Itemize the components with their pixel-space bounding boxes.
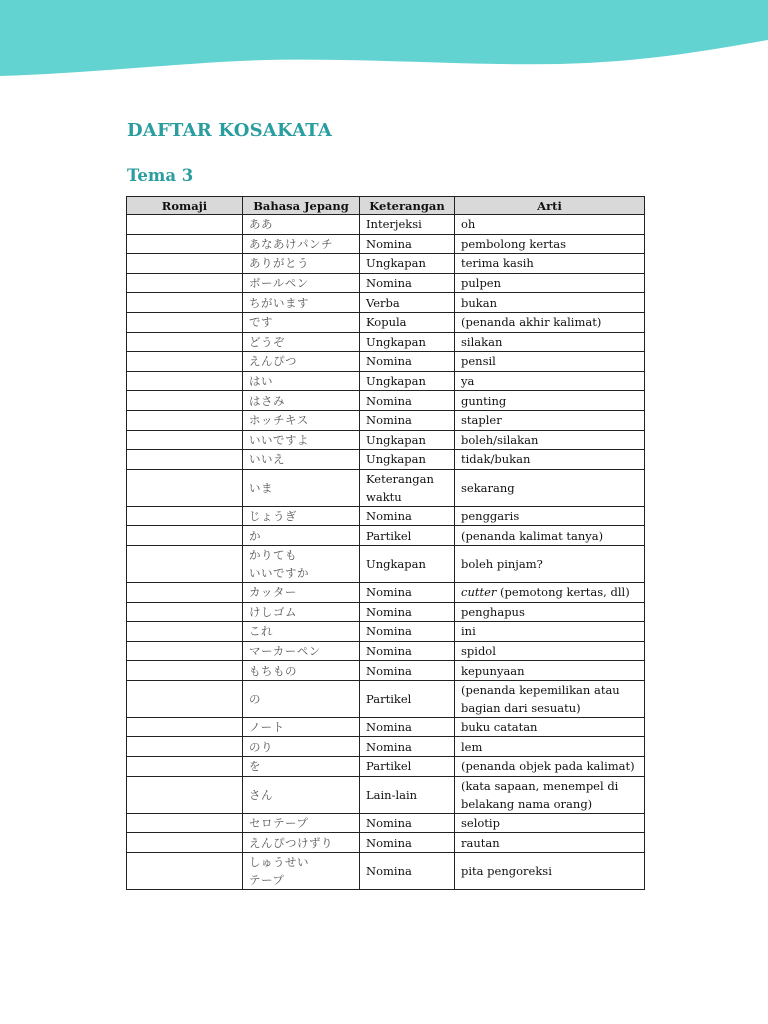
cell-romaji <box>127 852 243 889</box>
cell-romaji <box>127 450 243 470</box>
cell-bahasa-jepang <box>243 293 360 313</box>
table-row <box>127 661 645 681</box>
cell-bahasa-jepang <box>243 391 360 411</box>
cell-arti <box>455 332 645 352</box>
japanese-text: さん <box>249 787 273 802</box>
arti-text: (pemotong kertas, dll) <box>496 585 630 600</box>
arti-text: pita pengoreksi <box>461 863 552 878</box>
cell-keterangan: Nomina <box>360 391 455 411</box>
cell-arti <box>455 852 645 889</box>
cell-romaji <box>127 234 243 254</box>
cell-romaji <box>127 757 243 777</box>
cell-arti <box>455 737 645 757</box>
cell-romaji <box>127 332 243 352</box>
japanese-text: いま <box>249 480 273 495</box>
japanese-text: ありがとう <box>249 256 309 271</box>
japanese-text: ノート <box>249 720 285 735</box>
arti-text: (kata sapaan, menempel di belakang nama orang) <box>461 778 619 811</box>
cell-bahasa-jepang <box>243 852 360 889</box>
table-row <box>127 391 645 411</box>
vocabulary-table-body <box>127 215 645 890</box>
table-row <box>127 234 645 254</box>
cell-romaji <box>127 371 243 391</box>
cell-romaji <box>127 312 243 332</box>
arti-text: oh <box>461 217 476 232</box>
table-header-row <box>127 197 645 215</box>
table-row <box>127 254 645 274</box>
japanese-text: けしゴム <box>249 604 297 619</box>
table-row <box>127 680 645 717</box>
cell-bahasa-jepang <box>243 680 360 717</box>
table-row <box>127 641 645 661</box>
cell-bahasa-jepang <box>243 312 360 332</box>
cell-romaji <box>127 254 243 274</box>
cell-arti <box>455 545 645 582</box>
arti-text: rautan <box>461 835 500 850</box>
cell-bahasa-jepang <box>243 717 360 737</box>
cell-arti <box>455 833 645 853</box>
arti-text: terima kasih <box>461 256 534 271</box>
cell-arti <box>455 622 645 642</box>
cell-romaji <box>127 833 243 853</box>
cell-arti <box>455 312 645 332</box>
cell-romaji <box>127 622 243 642</box>
arti-text: buku catatan <box>461 720 538 735</box>
cell-romaji <box>127 545 243 582</box>
cell-keterangan: Partikel <box>360 526 455 546</box>
cell-bahasa-jepang <box>243 526 360 546</box>
cell-arti <box>455 641 645 661</box>
cell-keterangan: Verba <box>360 293 455 313</box>
cell-bahasa-jepang <box>243 234 360 254</box>
cell-bahasa-jepang <box>243 332 360 352</box>
cell-keterangan: Nomina <box>360 813 455 833</box>
arti-text: sekarang <box>461 480 515 495</box>
japanese-text: か <box>249 528 261 543</box>
arti-text: ini <box>461 624 476 639</box>
cell-romaji <box>127 410 243 430</box>
cell-bahasa-jepang <box>243 215 360 235</box>
cell-bahasa-jepang <box>243 757 360 777</box>
header-romaji: Romaji <box>127 197 243 215</box>
cell-romaji <box>127 469 243 506</box>
japanese-text: えんぴつ <box>249 354 297 369</box>
cell-keterangan: Partikel <box>360 757 455 777</box>
cell-keterangan: Kopula <box>360 312 455 332</box>
cell-bahasa-jepang <box>243 661 360 681</box>
table-row <box>127 352 645 372</box>
table-row <box>127 813 645 833</box>
japanese-text: を <box>249 759 261 774</box>
arti-text: stapler <box>461 413 502 428</box>
table-row <box>127 582 645 602</box>
cell-romaji <box>127 391 243 411</box>
cell-arti <box>455 234 645 254</box>
arti-text: silakan <box>461 334 503 349</box>
cell-arti <box>455 410 645 430</box>
cell-keterangan: Nomina <box>360 852 455 889</box>
arti-italic-term: cutter <box>461 585 497 600</box>
cell-keterangan: Ungkapan <box>360 450 455 470</box>
page-title: DAFTAR KOSAKATA <box>127 120 333 141</box>
japanese-text: えんぴつけずり <box>249 835 333 850</box>
arti-text: kepunyaan <box>461 663 525 678</box>
cell-keterangan: Ungkapan <box>360 545 455 582</box>
cell-keterangan: Nomina <box>360 273 455 293</box>
arti-text: (penanda objek pada kalimat) <box>461 759 635 774</box>
japanese-text: これ <box>249 624 273 639</box>
arti-text: pembolong kertas <box>461 236 567 251</box>
table-row <box>127 371 645 391</box>
arti-text: pulpen <box>461 276 502 291</box>
table-row <box>127 332 645 352</box>
cell-keterangan: Ungkapan <box>360 332 455 352</box>
arti-text: selotip <box>461 815 500 830</box>
arti-text: tidak/bukan <box>461 452 531 467</box>
japanese-text: じょうぎ <box>249 509 297 524</box>
table-row <box>127 622 645 642</box>
japanese-text: の <box>249 691 261 706</box>
cell-bahasa-jepang <box>243 813 360 833</box>
arti-text: gunting <box>461 393 507 408</box>
arti-text: boleh/silakan <box>461 432 539 447</box>
vocabulary-table <box>126 196 645 890</box>
cell-bahasa-jepang <box>243 506 360 526</box>
table-row <box>127 852 645 889</box>
cell-romaji <box>127 582 243 602</box>
table-row <box>127 215 645 235</box>
cell-arti <box>455 352 645 372</box>
cell-keterangan: Nomina <box>360 737 455 757</box>
cell-arti <box>455 680 645 717</box>
cell-romaji <box>127 776 243 813</box>
table-row <box>127 410 645 430</box>
cell-keterangan: Nomina <box>360 641 455 661</box>
table-row <box>127 469 645 506</box>
cell-keterangan: Nomina <box>360 582 455 602</box>
arti-text: ya <box>461 374 475 389</box>
cell-romaji <box>127 352 243 372</box>
cell-bahasa-jepang <box>243 410 360 430</box>
japanese-text: はい <box>249 374 273 389</box>
table-row <box>127 717 645 737</box>
cell-arti <box>455 506 645 526</box>
table-row <box>127 312 645 332</box>
cell-arti <box>455 293 645 313</box>
header-wave-decoration <box>0 0 768 90</box>
table-row <box>127 506 645 526</box>
cell-romaji <box>127 641 243 661</box>
arti-text: (penanda kepemilikan atau bagian dari sesuatu) <box>461 682 620 715</box>
cell-keterangan: Nomina <box>360 352 455 372</box>
arti-text: penggaris <box>461 509 520 524</box>
japanese-text: ちがいます <box>249 295 309 310</box>
cell-arti <box>455 469 645 506</box>
cell-keterangan: Ungkapan <box>360 254 455 274</box>
japanese-text: ホッチキス <box>249 413 309 428</box>
japanese-text: ああ <box>249 217 273 232</box>
japanese-text: のり <box>249 739 273 754</box>
cell-keterangan: Partikel <box>360 680 455 717</box>
japanese-text: いいですよ <box>249 432 309 447</box>
table-row <box>127 293 645 313</box>
cell-bahasa-jepang <box>243 450 360 470</box>
japanese-text: あなあけパンチ <box>249 236 333 251</box>
cell-keterangan: Nomina <box>360 622 455 642</box>
arti-text: penghapus <box>461 604 525 619</box>
japanese-text: セロテープ <box>249 815 309 830</box>
cell-arti <box>455 371 645 391</box>
header-keterangan: Keterangan <box>360 197 455 215</box>
section-subtitle: Tema 3 <box>127 166 194 185</box>
arti-text: boleh pinjam? <box>461 556 543 571</box>
cell-arti <box>455 582 645 602</box>
cell-arti <box>455 776 645 813</box>
table-row <box>127 776 645 813</box>
cell-romaji <box>127 717 243 737</box>
cell-keterangan: Nomina <box>360 661 455 681</box>
cell-romaji <box>127 737 243 757</box>
cell-romaji <box>127 430 243 450</box>
cell-bahasa-jepang <box>243 776 360 813</box>
cell-bahasa-jepang <box>243 622 360 642</box>
japanese-text: いいえ <box>249 452 285 467</box>
cell-romaji <box>127 273 243 293</box>
cell-romaji <box>127 526 243 546</box>
cell-bahasa-jepang <box>243 469 360 506</box>
arti-text: (penanda kalimat tanya) <box>461 528 604 543</box>
japanese-text: いいですか <box>249 565 309 580</box>
cell-bahasa-jepang <box>243 602 360 622</box>
cell-romaji <box>127 680 243 717</box>
cell-romaji <box>127 506 243 526</box>
cell-bahasa-jepang <box>243 273 360 293</box>
arti-text: pensil <box>461 354 496 369</box>
cell-arti <box>455 661 645 681</box>
cell-bahasa-jepang <box>243 545 360 582</box>
table-row <box>127 430 645 450</box>
japanese-text: かりても <box>249 547 297 562</box>
header-arti: Arti <box>455 197 645 215</box>
cell-romaji <box>127 602 243 622</box>
cell-keterangan: Interjeksi <box>360 215 455 235</box>
cell-arti <box>455 273 645 293</box>
cell-romaji <box>127 813 243 833</box>
cell-arti <box>455 813 645 833</box>
cell-bahasa-jepang <box>243 737 360 757</box>
cell-romaji <box>127 293 243 313</box>
cell-bahasa-jepang <box>243 641 360 661</box>
japanese-text: テープ <box>249 872 285 887</box>
arti-text: spidol <box>461 643 496 658</box>
header-bahasa-jepang: Bahasa Jepang <box>243 197 360 215</box>
cell-bahasa-jepang <box>243 254 360 274</box>
table-row <box>127 833 645 853</box>
cell-arti <box>455 717 645 737</box>
cell-arti <box>455 254 645 274</box>
arti-text: lem <box>461 739 483 754</box>
table-row <box>127 602 645 622</box>
cell-keterangan: Lain-lain <box>360 776 455 813</box>
cell-bahasa-jepang <box>243 833 360 853</box>
arti-text: (penanda akhir kalimat) <box>461 315 602 330</box>
cell-bahasa-jepang <box>243 430 360 450</box>
japanese-text: ボールペン <box>249 276 309 291</box>
cell-keterangan: Nomina <box>360 602 455 622</box>
cell-romaji <box>127 661 243 681</box>
cell-arti <box>455 391 645 411</box>
table-row <box>127 450 645 470</box>
cell-keterangan: Nomina <box>360 234 455 254</box>
cell-keterangan: Nomina <box>360 410 455 430</box>
cell-keterangan: Keterangan waktu <box>360 469 455 506</box>
cell-keterangan: Nomina <box>360 833 455 853</box>
table-row <box>127 526 645 546</box>
japanese-text: です <box>249 315 273 330</box>
cell-arti <box>455 757 645 777</box>
cell-bahasa-jepang <box>243 371 360 391</box>
table-row <box>127 737 645 757</box>
cell-arti <box>455 602 645 622</box>
cell-keterangan: Ungkapan <box>360 371 455 391</box>
japanese-text: しゅうせい <box>249 854 309 869</box>
cell-arti <box>455 215 645 235</box>
table-row <box>127 757 645 777</box>
cell-romaji <box>127 215 243 235</box>
table-row <box>127 273 645 293</box>
cell-arti <box>455 526 645 546</box>
arti-text: bukan <box>461 295 497 310</box>
japanese-text: もちもの <box>249 663 297 678</box>
cell-keterangan: Nomina <box>360 506 455 526</box>
japanese-text: どうぞ <box>249 334 285 349</box>
cell-bahasa-jepang <box>243 352 360 372</box>
japanese-text: カッター <box>249 585 297 600</box>
japanese-text: マーカーペン <box>249 643 321 658</box>
cell-arti <box>455 430 645 450</box>
japanese-text: はさみ <box>249 393 285 408</box>
cell-keterangan: Ungkapan <box>360 430 455 450</box>
cell-keterangan: Nomina <box>360 717 455 737</box>
table-row <box>127 545 645 582</box>
cell-arti <box>455 450 645 470</box>
cell-bahasa-jepang <box>243 582 360 602</box>
